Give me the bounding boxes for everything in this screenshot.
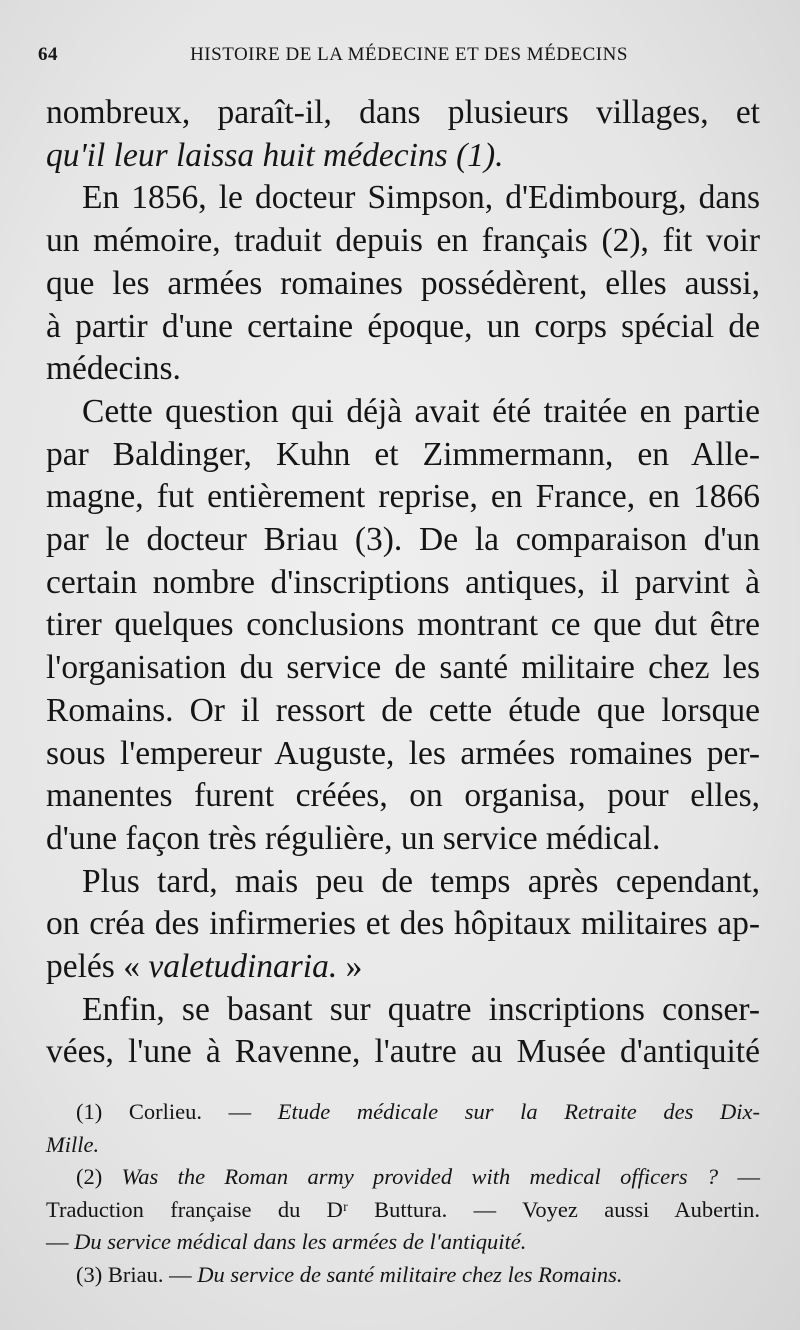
footnote-line: (3) Briau. — Du service de santé militaire chez les Romains. [76, 1261, 623, 1287]
text-line: En 1856, le docteur Simpson, d'Edimbourg, dans [82, 179, 760, 217]
footnotes [46, 1096, 760, 1291]
text-line: nombreux, paraît-il, dans plusieurs villages, et [46, 94, 760, 131]
page-number: 64 [38, 44, 58, 65]
text-line: certain nombre d'inscriptions antiques, il parvint à [46, 563, 760, 601]
text-line: Enfin, se basant sur quatre inscriptions conser- [82, 990, 760, 1028]
text-line: Romains. Or il ressort de cette étude que lorsque [46, 691, 760, 729]
text-line: sous l'empereur Auguste, les armées romaines per- [46, 734, 760, 772]
text-line: d'une façon très régulière, un service médical. [46, 819, 661, 857]
running-title: HISTOIRE DE LA MÉDECINE ET DES MÉDECINS [190, 44, 628, 65]
text-line: que les armées romaines possédèrent, elles aussi, [46, 264, 760, 302]
text-line: l'organisation du service de santé militaire chez les [46, 649, 760, 687]
text-line: manentes furent créées, on organisa, pour elles, [46, 777, 760, 815]
footnote-line: — Du service médical dans les armées de l'antiquité. [46, 1229, 527, 1254]
footnote-line: Mille. [46, 1131, 100, 1157]
footnote-line: (1) Corlieu. — Etude médicale sur la Retraite des Dix- [76, 1099, 760, 1124]
text-line: à partir d'une certaine époque, un corps spécial de [46, 307, 760, 345]
text-line: par Baldinger, Kuhn et Zimmermann, en Alle- [46, 435, 760, 473]
footnote-line: Traduction française du Dʳ Buttura. — Voyez aussi Aubertin. [46, 1196, 760, 1222]
text-line: pelés « valetudinaria. » [46, 948, 363, 986]
text-line: magne, fut entièrement reprise, en France, en 1866 [46, 478, 760, 516]
text-line: par le docteur Briau (3). De la comparaison d'un [46, 521, 760, 559]
text-line: on créa des infirmeries et des hôpitaux militaires ap- [46, 905, 760, 943]
text-line: médecins. [46, 350, 181, 388]
text-line: vées, l'une à Ravenne, l'autre au Musée d'antiquité [46, 1033, 760, 1071]
text-line: un mémoire, traduit depuis en français (2), fit voir [46, 222, 760, 260]
text-line: tirer quelques conclusions montrant ce que dut être [46, 606, 760, 644]
text-line: Plus tard, mais peu de temps après cependant, [82, 862, 760, 900]
footnote-line: (2) Was the Roman army provided with medical officers ? — [76, 1164, 760, 1189]
page-header [38, 44, 760, 66]
main-text [46, 92, 760, 1074]
text-line: Cette question qui déjà avait été traitée en partie [82, 392, 760, 430]
text-line: qu'il leur laissa huit médecins (1). [46, 136, 504, 174]
